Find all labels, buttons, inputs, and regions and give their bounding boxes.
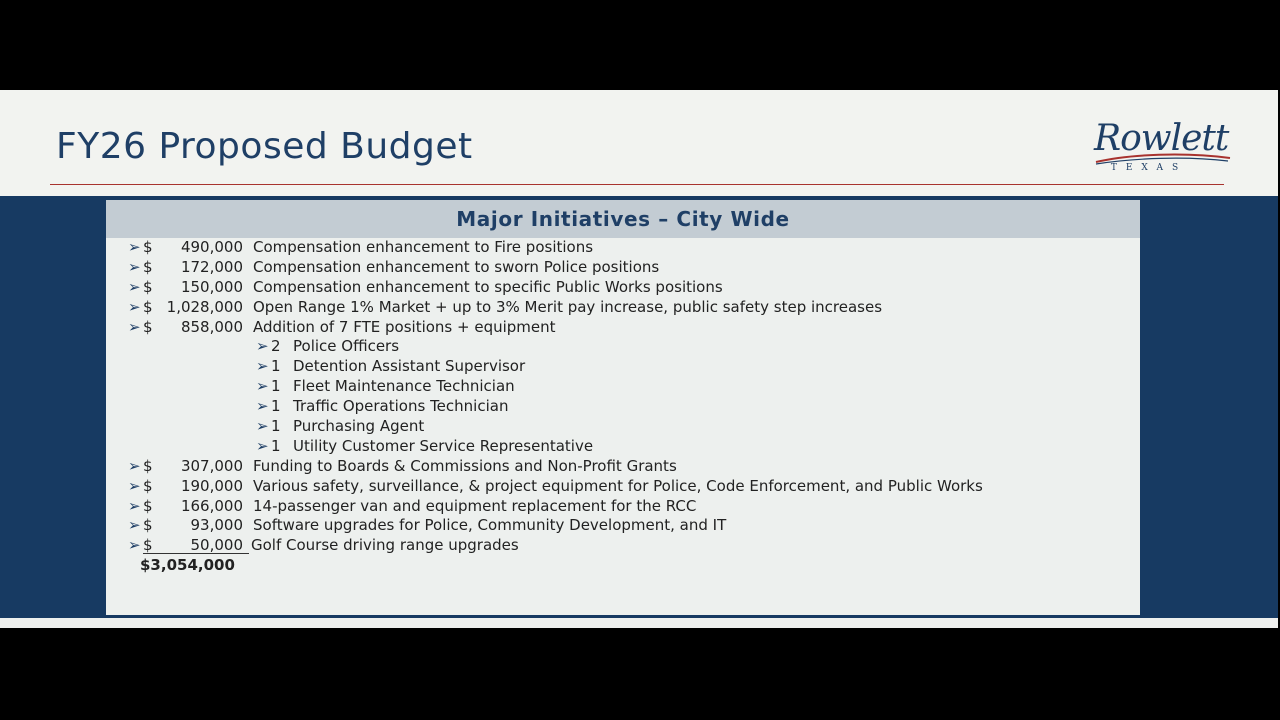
position-item (128, 376, 1138, 396)
position-count: 2 (271, 337, 281, 356)
position-item (128, 436, 1138, 456)
currency-symbol: $ (143, 277, 153, 296)
item-description: Addition of 7 FTE positions + equipment (253, 317, 556, 336)
arrow-bullet-icon: ➢ (256, 337, 269, 356)
arrow-bullet-icon: ➢ (128, 456, 141, 475)
list-item (128, 277, 1138, 297)
bottom-strip (0, 618, 1278, 628)
amount-value: 166,000 (180, 496, 243, 515)
amount (143, 535, 249, 554)
list-item (128, 257, 1138, 277)
rowlett-logo (1090, 120, 1235, 178)
amount-value: 307,000 (180, 456, 243, 475)
position-count: 1 (271, 397, 281, 416)
item-description: Various safety, surveillance, & project equipment for Police, Code Enforcement, and Public Works (253, 476, 983, 495)
currency-symbol: $ (143, 536, 153, 555)
arrow-bullet-icon: ➢ (128, 476, 141, 495)
currency-symbol: $ (143, 297, 153, 316)
position-label: Purchasing Agent (293, 417, 425, 436)
arrow-bullet-icon: ➢ (256, 436, 269, 455)
position-item (128, 396, 1138, 416)
position-count: 1 (271, 377, 281, 396)
currency-symbol: $ (143, 476, 153, 495)
arrow-bullet-icon: ➢ (256, 377, 269, 396)
arrow-bullet-icon: ➢ (128, 257, 141, 276)
position-item (128, 336, 1138, 356)
slide-title: FY26 Proposed Budget (56, 126, 473, 167)
arrow-bullet-icon: ➢ (128, 516, 141, 535)
box-header: Major Initiatives – City Wide (106, 200, 1140, 238)
initiatives-list (128, 237, 1138, 555)
currency-symbol: $ (143, 238, 153, 256)
list-item (128, 297, 1138, 317)
logo-subtitle: TEXAS (1110, 163, 1188, 173)
currency-symbol: $ (143, 496, 153, 515)
amount-value: 858,000 (180, 317, 243, 336)
position-count: 1 (271, 357, 281, 376)
item-description: Open Range 1% Market + up to 3% Merit pay increase, public safety step increases (253, 297, 883, 316)
currency-symbol: $ (143, 456, 153, 475)
amount-value: 150,000 (180, 277, 243, 296)
list-item (128, 476, 1138, 496)
list-item (128, 317, 1138, 337)
list-item (128, 496, 1138, 516)
amount-value: 190,000 (180, 476, 243, 495)
item-description: Golf Course driving range upgrades (251, 536, 519, 555)
title-divider (50, 184, 1224, 185)
logo-wordmark: Rowlett (1094, 118, 1229, 159)
item-description: 14-passenger van and equipment replacement for the RCC (253, 496, 697, 515)
total-amount: $3,054,000 (140, 556, 235, 574)
list-item (128, 237, 1138, 257)
amount-value: 490,000 (180, 238, 243, 256)
currency-symbol: $ (143, 317, 153, 336)
list-item (128, 515, 1138, 535)
item-description: Compensation enhancement to Fire positions (253, 238, 594, 256)
initiatives-box (106, 200, 1140, 615)
item-description: Software upgrades for Police, Community Development, and IT (253, 516, 727, 535)
item-description: Compensation enhancement to sworn Police positions (253, 257, 660, 276)
amount-value: 50,000 (190, 536, 243, 555)
list-item (128, 456, 1138, 476)
amount-value: 172,000 (180, 257, 243, 276)
arrow-bullet-icon: ➢ (128, 238, 141, 256)
arrow-bullet-icon: ➢ (128, 277, 141, 296)
position-count: 1 (271, 417, 281, 436)
amount-value: 93,000 (190, 516, 243, 535)
arrow-bullet-icon: ➢ (256, 397, 269, 416)
arrow-bullet-icon: ➢ (128, 496, 141, 515)
position-item (128, 416, 1138, 436)
currency-symbol: $ (143, 516, 153, 535)
position-label: Traffic Operations Technician (293, 397, 509, 416)
position-label: Detention Assistant Supervisor (293, 357, 526, 376)
position-label: Police Officers (293, 337, 400, 356)
position-item (128, 356, 1138, 376)
arrow-bullet-icon: ➢ (128, 536, 141, 555)
position-label: Utility Customer Service Representative (293, 436, 594, 455)
arrow-bullet-icon: ➢ (256, 357, 269, 376)
arrow-bullet-icon: ➢ (128, 317, 141, 336)
slide (0, 90, 1278, 628)
arrow-bullet-icon: ➢ (128, 297, 141, 316)
position-label: Fleet Maintenance Technician (293, 377, 515, 396)
arrow-bullet-icon: ➢ (256, 417, 269, 436)
currency-symbol: $ (143, 257, 153, 276)
amount-value: 1,028,000 (166, 297, 243, 316)
position-count: 1 (271, 436, 281, 455)
item-description: Compensation enhancement to specific Public Works positions (253, 277, 723, 296)
item-description: Funding to Boards & Commissions and Non-Profit Grants (253, 456, 677, 475)
list-item (128, 535, 1138, 555)
